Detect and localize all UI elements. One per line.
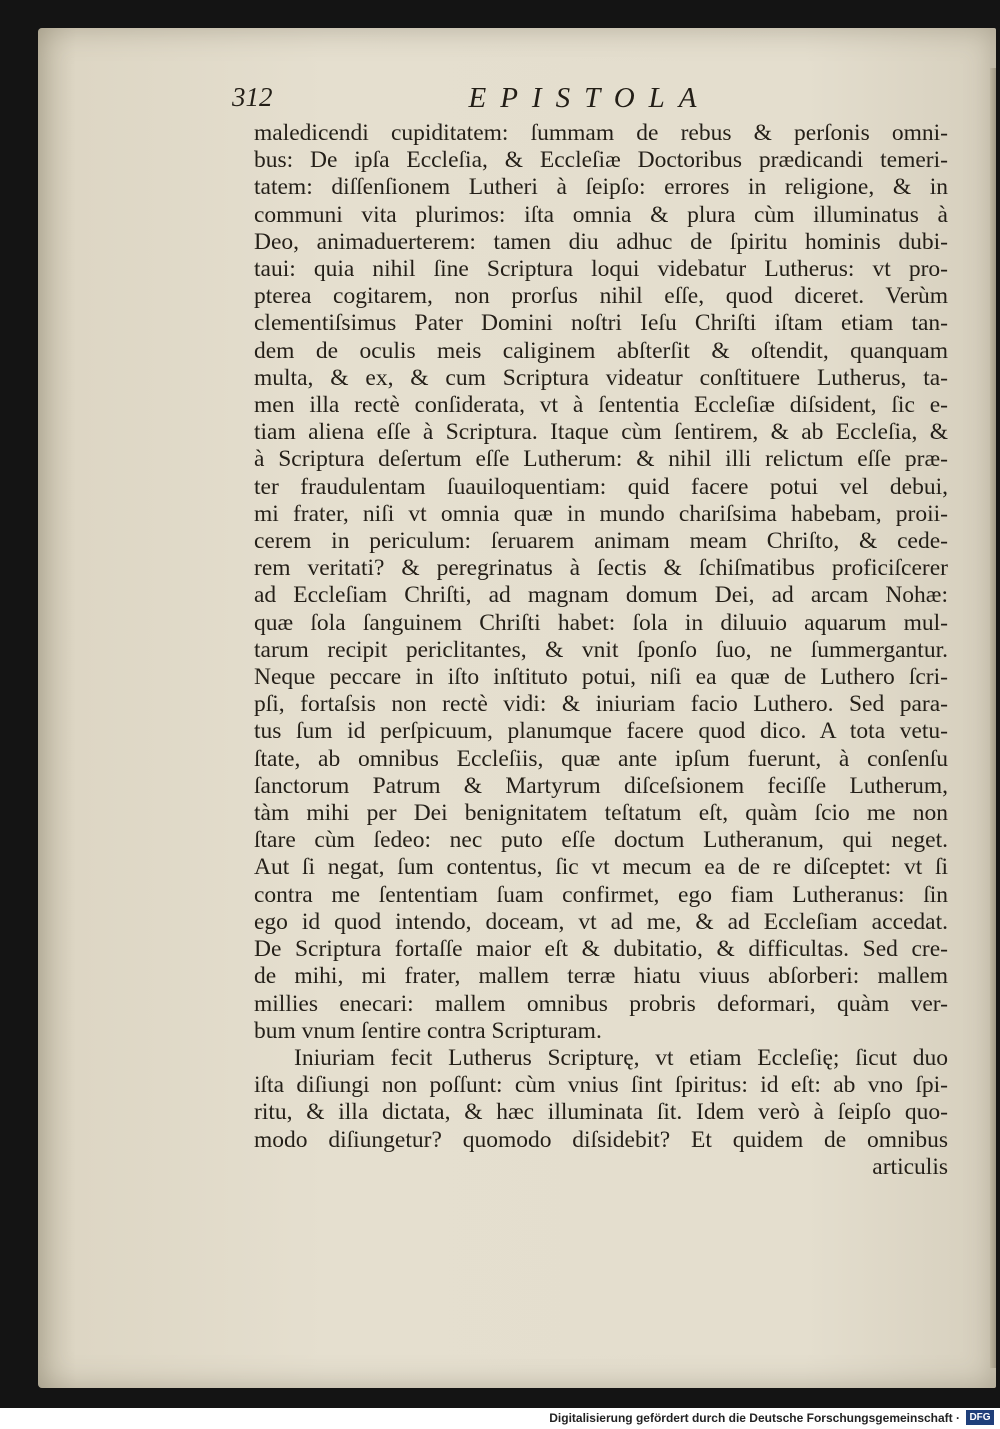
text-line: ſanctorum Patrum & Martyrum diſceſsionem feciſſe Lutherum, [254,772,948,799]
text-line: maledicendi cupiditatem: ſummam de rebus & perſonis omni- [254,120,948,146]
text-line: iſta diſiungi non poſſunt: cùm vnius ſint ſpiritus: id eſt: ab vno ſpi- [254,1072,948,1099]
text-line: de mihi, mi frater, mallem terræ hiatu viuus abſorberi: mallem [254,963,948,990]
running-title: EPISTOLA [468,82,711,114]
text-line: tus ſum id perſpicuum, planumque facere quod dico. A tota vetu- [254,718,948,745]
text-line: multa, & ex, & cum Scriptura videatur conſtituere Lutherus, ta- [254,364,948,391]
text-line: modo diſiungetur? quomodo diſsidebit? Et quidem de omnibus [254,1126,948,1153]
text-line: mi frater, niſi vt omnia quæ in mundo chariſsima habebam, proii- [254,500,948,527]
page-number: 312 [232,82,273,112]
text-line: quæ ſola ſanguinem Chriſti habet: ſola in diluuio aquarum mul- [254,609,948,636]
running-head [232,82,947,118]
text-line: tàm mihi per Dei benignitatem teſtatum eſt, quàm ſcio me non [254,800,948,827]
text-line: taui: quia nihil ſine Scriptura loqui videbatur Lutherus: vt pro- [254,256,948,283]
text-line: communi vita plurimos: iſta omnia & plura cùm illuminatus à [254,201,948,228]
catchword: articulis [872,1153,948,1180]
text-line: Neque peccare in iſto inſtituto potui, niſi ea quæ de Luthero ſcri- [254,664,948,691]
text-line: ſtare cùm ſedeo: nec puto eſſe doctum Lutheranum, qui neget. [254,827,948,854]
text-line: tarum recipit periclitantes, & vnit ſponſo ſuo, ne ſummergantur. [254,636,948,663]
text-line: cerem in periculum: ſeruarem animam meam Chriſto, & cede- [254,528,948,555]
text-line: ter fraudulentam ſuauiloquentiam: quid facere potui vel debui, [254,473,948,500]
text-line: rem veritati? & peregrinatus à ſectis & ſchiſmatibus proficiſcerer [254,555,948,582]
text-line: dem de oculis meis caliginem abſterſit & oſtendit, quanquam [254,337,948,364]
text-line: contra me ſententiam ſuam confirmet, ego fiam Lutheranus: ſin [254,881,948,908]
dfg-logo: DFG [966,1410,994,1425]
text-line: De Scriptura fortaſſe maior eſt & dubitatio, & difficultas. Sed cre- [254,936,948,963]
text-line: à Scriptura deſertum eſſe Lutherum: & nihil illi relictum eſſe præ- [254,446,948,473]
text-line: bum vnum ſentire contra Scripturam. [254,1017,602,1044]
footer-credit: Digitalisierung gefördert durch die Deutsche Forschungsgemeinschaft · [549,1411,960,1425]
text-line: clementiſsimus Pater Domini noſtri Ieſu Chriſti iſtam etiam tan- [254,310,948,337]
body-text [254,120,948,1181]
text-line: Deo, animaduerterem: tamen diu adhuc de ſpiritu hominis dubi- [254,228,948,255]
text-line: Aut ſi negat, ſum contentus, ſic vt mecum ea de re diſceptet: vt ſi [254,854,948,881]
text-line: Iniuriam fecit Lutherus Scripturę, vt etiam Eccleſię; ſicut duo [294,1044,948,1071]
text-line: tiam aliena eſſe à Scriptura. Itaque cùm ſentirem, & ab Eccleſia, & [254,419,948,446]
footer-bar [0,1408,1000,1429]
text-line: ego id quod intendo, doceam, vt ad me, & ad Eccleſiam accedat. [254,908,948,935]
text-line: bus: De ipſa Eccleſia, & Eccleſiæ Doctoribus prædicandi temeri- [254,147,948,174]
text-line: ad Eccleſiam Chriſti, ad magnam domum Dei, ad arcam Nohæ: [254,582,948,609]
text-line: pſi, fortaſsis non rectè vidi: & iniuriam facio Luthero. Sed para- [254,691,948,718]
text-line: tatem: diſſenſionem Lutheri à ſeipſo: errores in religione, & in [254,174,948,201]
text-line: ſtate, ab omnibus Eccleſiis, quæ ante ipſum fuerunt, à conſenſu [254,745,948,772]
page-edge [990,68,996,1368]
text-line: millies enecari: mallem omnibus probris deformari, quàm ver- [254,990,948,1017]
text-line: ritu, & illa dictata, & hæc illuminata ſit. Idem verò à ſeipſo quo- [254,1099,948,1126]
text-line: men illa rectè conſiderata, vt à ſententia Eccleſiæ diſsident, ſic e- [254,392,948,419]
text-line: pterea cogitarem, non prorſus nihil eſſe, quod diceret. Verùm [254,283,948,310]
